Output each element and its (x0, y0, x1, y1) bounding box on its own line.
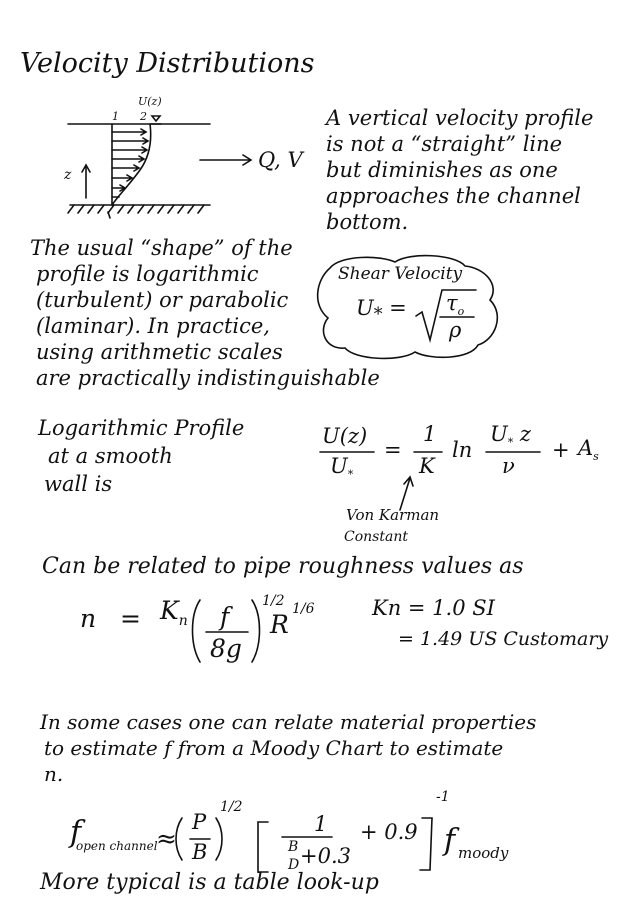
von-karman-line-1: Von Karman (346, 506, 440, 524)
closing-line: More typical is a table look-up (40, 870, 379, 895)
f-eq-B: B (192, 840, 208, 864)
intro-line-1: A vertical velocity profile (326, 106, 594, 130)
cases-line-2: to estimate f from a Moody Chart to estimate (44, 736, 504, 760)
log-eq-plus: + (552, 438, 570, 462)
shear-rho: ρ (449, 318, 462, 342)
n-eq-exp-half: 1/2 (262, 593, 285, 609)
f-eq-plus-09: + 0.9 (360, 820, 418, 844)
shape-line-2: profile is logarithmic (36, 262, 259, 286)
log-eq-equals: = (384, 438, 402, 462)
flow-label: Q, V (258, 148, 303, 172)
f-eq-approx: ≈ (156, 824, 177, 853)
log-eq-As: $A_s$ (578, 436, 599, 464)
shear-tau: $\tau_o$ (446, 291, 465, 319)
von-karman-line-2: Constant (344, 529, 408, 545)
shape-line-5: using arithmetic scales (36, 340, 283, 364)
n-eq-equals: = (120, 604, 141, 633)
page-title: Velocity Distributions (20, 48, 315, 79)
log-eq-one: 1 (423, 422, 437, 446)
z-axis-label: z (64, 167, 72, 183)
intro-line-2: is not a “straight” line (326, 132, 563, 156)
n-eq-n: n (80, 604, 97, 633)
intro-line-4: approaches the channel (326, 184, 581, 208)
n-eq-f: f (220, 602, 230, 631)
kn-us: = 1.49 US Customary (398, 628, 609, 650)
log-eq-ln: ln (452, 438, 473, 462)
cases-line-3: n. (44, 762, 64, 786)
log-eq-denominator: $U_*$ (330, 454, 354, 482)
kn-si: Kn = 1.0 SI (372, 596, 495, 620)
f-eq-P: P (192, 810, 207, 834)
n-eq-K: $K_n$ (160, 596, 188, 629)
shape-line-4: (laminar). In practice, (36, 314, 270, 338)
f-eq-f-moody: f (444, 823, 456, 858)
f-eq-moody-sub: moody (458, 844, 509, 862)
log-eq-kappa: K (419, 454, 435, 478)
f-eq-exp-neg-one: -1 (436, 789, 450, 805)
relate-line: Can be related to pipe roughness values as (42, 554, 524, 579)
f-eq-one: 1 (314, 812, 328, 836)
f-eq-f: f (70, 815, 82, 850)
f-eq-plus-03: +0.3 (300, 844, 351, 868)
shape-line-3: (turbulent) or parabolic (36, 288, 289, 312)
log-eq-nu: ν (502, 454, 515, 478)
velocity-function-label: U(z) (138, 95, 162, 108)
section-label-2: 2 (140, 110, 147, 123)
f-eq-exp-half: 1/2 (220, 799, 243, 815)
log-profile-line-3: wall is (44, 472, 113, 496)
shape-line-1: The usual “shape” of the (30, 236, 293, 260)
section-label-1: 1 (112, 110, 119, 123)
f-eq-D: D (288, 857, 300, 873)
log-profile-line-2: at a smooth (48, 444, 173, 468)
shape-line-6: are practically indistinguishable (36, 366, 380, 390)
n-eq-R: R (270, 610, 289, 639)
intro-line-5: bottom. (326, 210, 409, 234)
intro-line-3: but diminishes as one (326, 158, 558, 182)
shear-lhs: $U_*$ = (356, 296, 407, 326)
log-profile-line-1: Logarithmic Profile (38, 416, 245, 440)
n-eq-8g: 8g (210, 634, 242, 663)
cases-line-1: In some cases one can relate material properties (40, 710, 537, 734)
log-eq-numerator: U(z) (322, 424, 368, 448)
f-eq-B-small: B (288, 839, 299, 855)
f-eq-open-channel: open channel (76, 839, 158, 853)
shear-velocity-title: Shear Velocity (338, 264, 463, 284)
log-eq-arg-numerator: $U_*$ z (490, 422, 531, 450)
n-eq-exp-sixth: 1/6 (292, 601, 315, 617)
